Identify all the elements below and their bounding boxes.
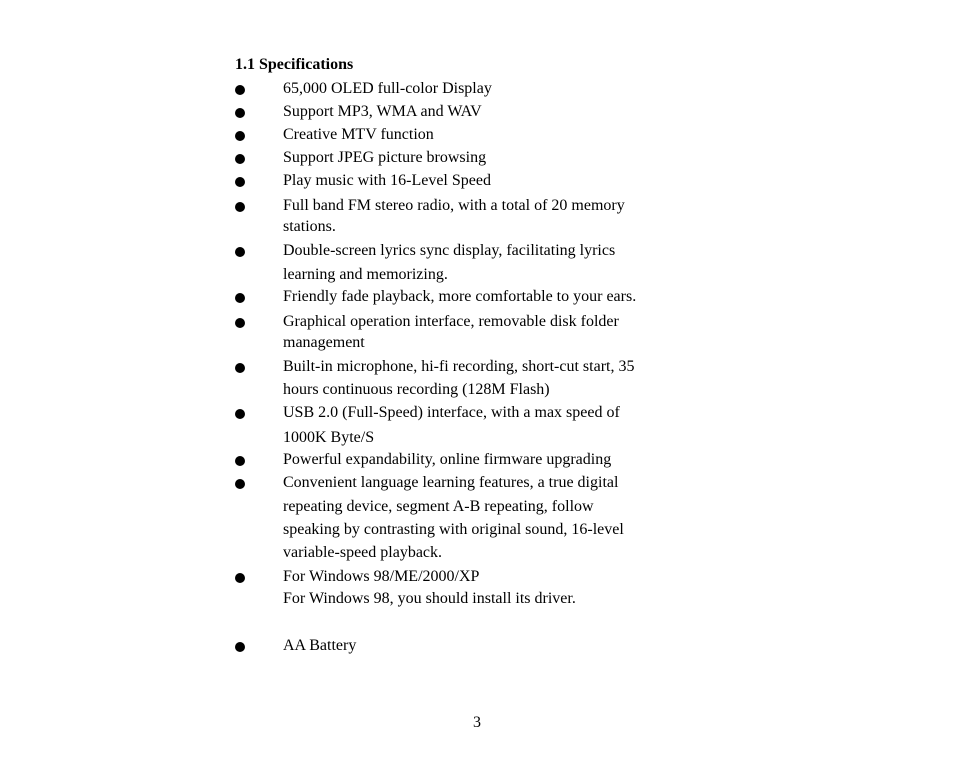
bullet-icon <box>235 85 245 95</box>
bullet-icon <box>235 154 245 164</box>
bullet-icon <box>235 202 245 212</box>
bullet-icon <box>235 131 245 141</box>
bullet-icon <box>235 409 245 419</box>
bullet-icon <box>235 247 245 257</box>
bullet-icon <box>235 573 245 583</box>
spec-text: Support JPEG picture browsing <box>283 149 487 166</box>
spec-text: Double-screen lyrics sync display, facilitating lyrics <box>283 242 616 259</box>
spec-text: Built-in microphone, hi-fi recording, short-cut start, 35 <box>283 358 635 375</box>
spec-text: Full band FM stereo radio, with a total of 20 memory <box>283 197 625 214</box>
spec-text-continued: hours continuous recording (128M Flash) <box>283 381 550 398</box>
bullet-icon <box>235 479 245 489</box>
spec-text: Support MP3, WMA and WAV <box>283 103 482 120</box>
spec-text: Convenient language learning features, a true digital <box>283 474 619 491</box>
bullet-icon <box>235 177 245 187</box>
spec-text-continued: variable-speed playback. <box>283 544 443 561</box>
spec-text-continued: repeating device, segment A-B repeating, follow <box>283 498 594 515</box>
spec-text-continued: 1000K Byte/S <box>283 429 375 446</box>
spec-text-continued: For Windows 98, you should install its driver. <box>283 590 576 607</box>
spec-text: USB 2.0 (Full-Speed) interface, with a max speed of <box>283 404 620 421</box>
bullet-icon <box>235 108 245 118</box>
spec-text: Friendly fade playback, more comfortable to your ears. <box>283 288 637 305</box>
spec-text: AA Battery <box>283 637 357 654</box>
section-heading: 1.1 Specifications <box>235 56 354 73</box>
bullet-icon <box>235 456 245 466</box>
spec-text: Play music with 16-Level Speed <box>283 172 491 189</box>
page-number: 3 <box>473 714 481 731</box>
spec-text-continued: speaking by contrasting with original sound, 16-level <box>283 521 624 538</box>
spec-text-continued: management <box>283 334 365 351</box>
bullet-icon <box>235 642 245 652</box>
bullet-icon <box>235 318 245 328</box>
spec-text: Powerful expandability, online firmware upgrading <box>283 451 612 468</box>
spec-text: Creative MTV function <box>283 126 434 143</box>
spec-text-continued: learning and memorizing. <box>283 266 448 283</box>
spec-text: Graphical operation interface, removable disk folder <box>283 313 619 330</box>
spec-text-continued: stations. <box>283 218 336 235</box>
bullet-icon <box>235 363 245 373</box>
spec-text: 65,000 OLED full-color Display <box>283 80 492 97</box>
bullet-icon <box>235 293 245 303</box>
spec-text: For Windows 98/ME/2000/XP <box>283 568 480 585</box>
